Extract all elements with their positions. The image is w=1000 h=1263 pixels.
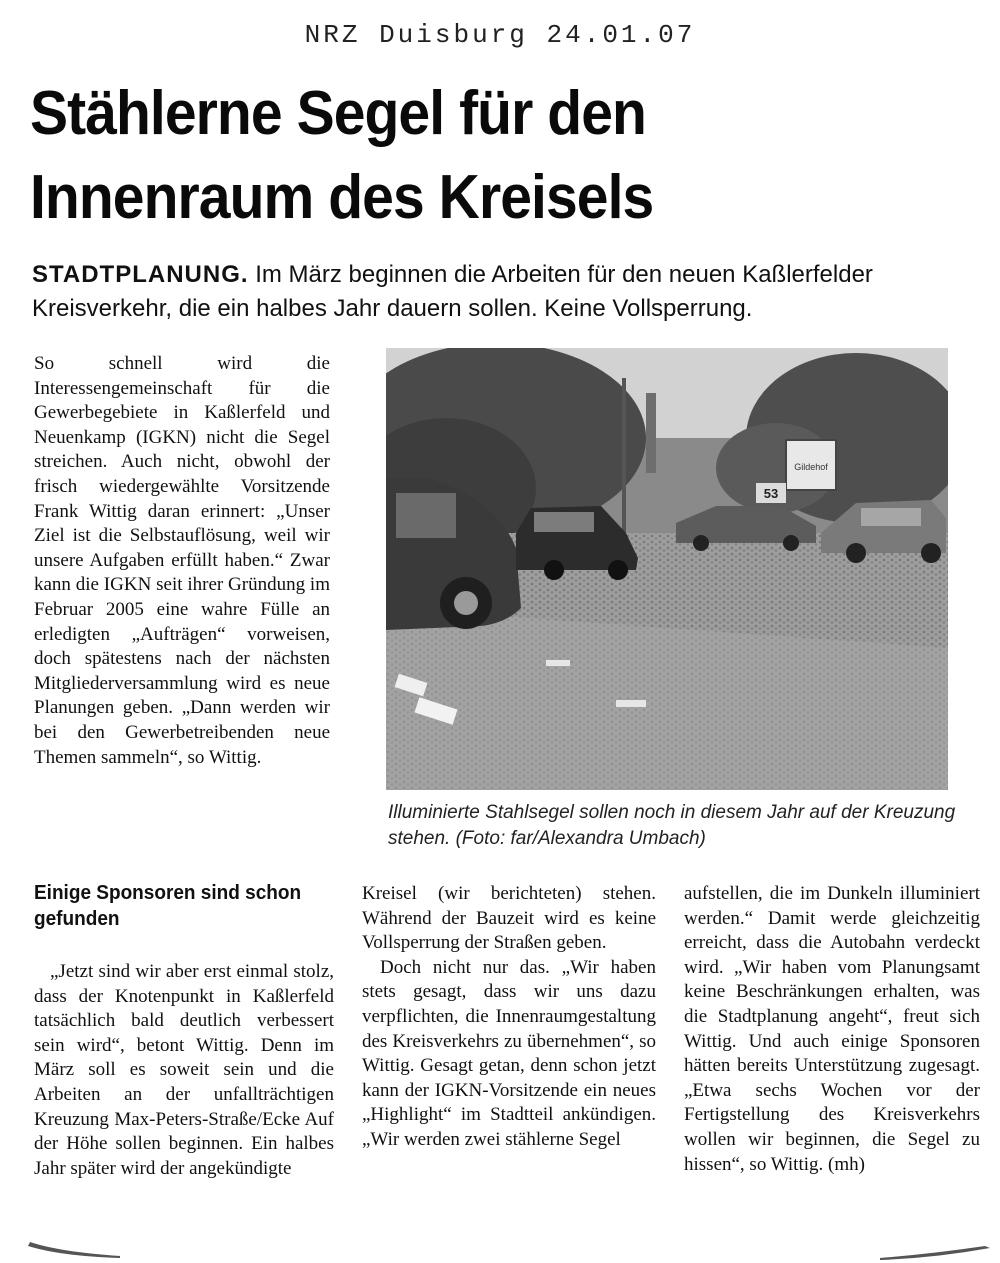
road-marking-4: [616, 700, 646, 707]
body-column-2-paragraph-1: Kreisel (wir berichteten) stehen. Während der Bauzeit wird es keine Vollsperrung der Straßen geben.: [362, 883, 656, 954]
street-scene-illustration: [386, 348, 948, 790]
lamp-post: [622, 378, 626, 548]
dark-car-window: [534, 512, 594, 532]
hatchback-wheel-1: [846, 543, 866, 563]
hatchback-wheel-2: [921, 543, 941, 563]
hatchback-window: [861, 508, 921, 526]
body-column-3-text: aufstellen, die im Dunkeln illuminiert werden.“ Damit werde gleichzeitig erreicht, dass die Autobahn verdeckt wird. „Wir haben vom Planungsamt keine Beschränkungen erhalten, was die Stadtplanung angeht“, freut sich Wittig. Und auch einige Sponsoren hätten bereits Unterstützung zugesagt. „Etwa sechs Wochen vor der Fertigstellung des Kreisverkehrs wollen wir beginnen, die Segel zu hissen“, so Wittig. (mh): [684, 883, 980, 1175]
van-window: [396, 493, 456, 538]
photo-caption: Illuminierte Stahlsegel sollen noch in diesem Jahr auf der Kreuzung stehen. (Foto: far/Alexandra Umbach): [388, 802, 956, 849]
body-column-2-paragraph-2: Doch nicht nur das. „Wir haben stets gesagt, dass wir uns dazu verpflichten, die Innenraumgestaltung des Kreisverkehrs zu übernehmen“, so Wittig. Gesagt getan, denn schon jetzt kann der IGKN-Vorsitzende ein neues „Highlight“ im Stadtteil ankündigen. „Wir werden zwei stählerne Segel: [362, 956, 656, 1150]
lead-paragraph: [34, 352, 330, 770]
lead-paragraph-text: So schnell wird die Interessengemeinschaft für die Gewerbegebiete in Kaßlerfeld und Neuenkamp (IGKN) nicht die Segel streichen. Auch nicht, obwohl der frisch wiedergewählte Vorsitzende Frank Wittig daran erinnert: „Unser Ziel ist die Selbstauflösung, weil wir unsere Aufgaben erfüllt haben.“ Zwar kann die IGKN seit ihrer Gründung im Februar 2005 eine wahre Fülle an erledigten „Aufträgen“ vorweisen, doch spätestens nach der nächsten Mitgliederversammlung wird es neue Planungen geben. „Dann werden wir bei den Gewerbetreibenden neue Themen sammeln“, so Wittig.: [34, 353, 330, 768]
page-edge-shadow: [0, 1238, 1000, 1263]
body-column-1-text: „Jetzt sind wir aber erst einmal stolz, dass der Knotenpunkt in Kaßlerfeld tatsächlich bald deutlich verbessert sein wird“, betont Wittig. Denn im März soll es soweit sein und die Arbeiten an der unfallträchtigen Kreuzung Max-Peters-Straße/Ecke Auf der Höhe sollen beginnen. Ein halbes Jahr später wird der angekündigte: [34, 961, 334, 1179]
dark-car-wheel-1: [544, 560, 564, 580]
roadside-sign-text: Gildehof: [794, 462, 828, 472]
body-column-3: [684, 882, 980, 1177]
chimney: [646, 393, 656, 473]
body-column-2: [362, 882, 656, 1153]
subhead-kicker: STADTPLANUNG.: [32, 261, 249, 288]
subhead-text: Im März beginnen die Arbeiten für den neuen Kaßlerfelder Kreisverkehr, die ein halbes Jahr dauern sollen. Keine Vollsperrung.: [32, 261, 873, 322]
source-line: NRZ Duisburg 24.01.07: [304, 20, 696, 50]
dark-car-wheel-2: [608, 560, 628, 580]
road-marking-3: [546, 660, 570, 666]
section-subtitle: Einige Sponsoren sind schon gefunden: [34, 882, 302, 930]
subhead: [32, 258, 992, 326]
body-column-1: [34, 960, 334, 1181]
sedan-wheel-2: [783, 535, 799, 551]
number-sign-text: 53: [763, 486, 779, 501]
headline-line-2: Innenraum des Kreisels: [30, 163, 654, 232]
van-hubcap: [454, 591, 478, 615]
sedan-wheel-1: [693, 535, 709, 551]
headline-line-1: Stählerne Segel für den: [30, 79, 646, 148]
headline: [30, 72, 904, 240]
article-photo: [386, 348, 948, 790]
